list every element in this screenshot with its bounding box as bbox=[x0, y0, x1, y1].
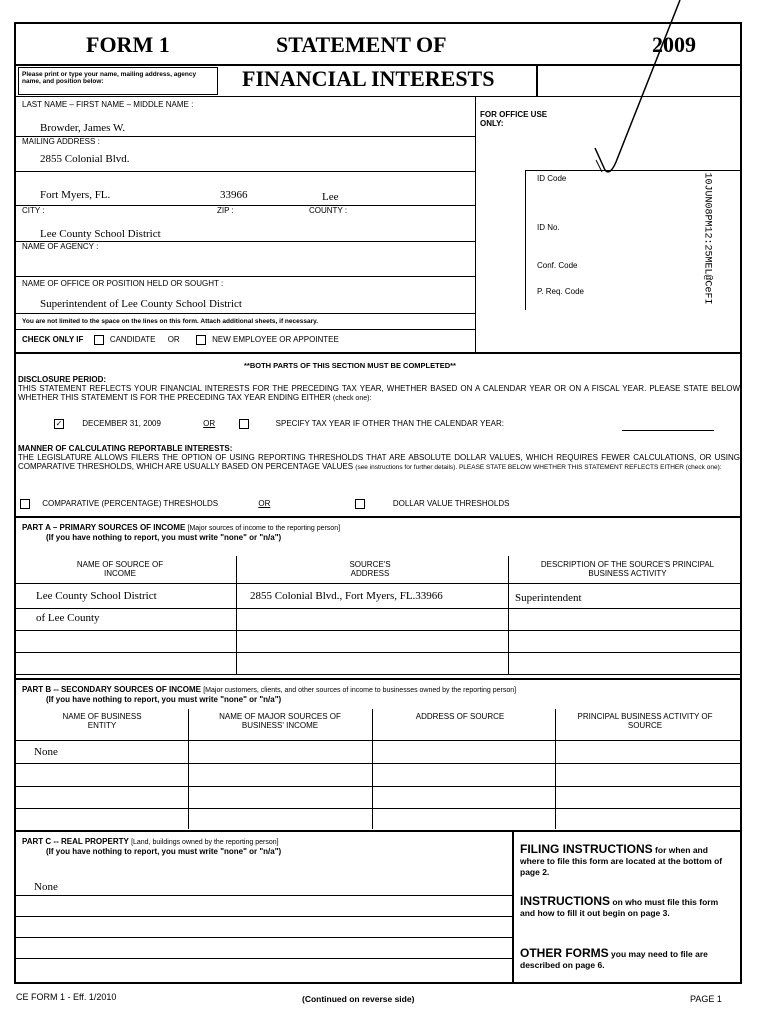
manner-note: (see instructions for further details). PLEASE STATE BELOW WHETHER THIS STATEMENT REFLECTS EITHER (check one): bbox=[355, 464, 722, 471]
name-label: LAST NAME – FIRST NAME – MIDDLE NAME : bbox=[22, 100, 194, 109]
id-no-label: ID No. bbox=[537, 223, 560, 232]
part-b-title: PART B -- SECONDARY SOURCES OF INCOME bbox=[22, 685, 201, 694]
part-a-divider bbox=[14, 516, 742, 518]
part-b-col-entity: NAME OF BUSINESS ENTITY bbox=[62, 712, 142, 730]
disclosure-title: DISCLOSURE PERIOD: bbox=[18, 375, 107, 384]
name-value[interactable]: Browder, James W. bbox=[40, 122, 126, 134]
p-req-code-label: P. Req. Code bbox=[537, 287, 584, 296]
period-or: OR bbox=[203, 419, 216, 429]
col-divider bbox=[372, 709, 373, 829]
specify-label: SPECIFY TAX YEAR IF OTHER THAN THE CALENDAR YEAR: bbox=[275, 419, 504, 429]
footer-right: PAGE 1 bbox=[690, 994, 722, 1004]
side-box-divider bbox=[512, 830, 514, 984]
agency-label: NAME OF AGENCY : bbox=[22, 242, 99, 251]
rule bbox=[14, 630, 742, 631]
part-b-title-row bbox=[22, 685, 516, 694]
dec31-label: DECEMBER 31, 2009 bbox=[82, 419, 161, 429]
col-divider bbox=[508, 556, 509, 674]
specify-line bbox=[622, 430, 714, 431]
part-c-row1[interactable]: None bbox=[34, 881, 58, 893]
instructions-title: INSTRUCTIONS bbox=[520, 894, 610, 908]
part-b-col-sources: NAME OF MAJOR SOURCES OF BUSINESS' INCOME bbox=[219, 712, 341, 730]
comparative-label: COMPARATIVE (PERCENTAGE) THRESHOLDS bbox=[42, 499, 219, 509]
other-forms-title: OTHER FORMS bbox=[520, 946, 609, 960]
office-use-divider bbox=[475, 96, 476, 352]
other-forms bbox=[520, 948, 730, 971]
footer-left: CE FORM 1 - Eff. 1/2010 bbox=[16, 992, 117, 1002]
part-a-title-note: [Major sources of income to the reporting person] bbox=[187, 525, 341, 532]
col-divider bbox=[555, 709, 556, 829]
rule bbox=[14, 674, 742, 675]
city-label: CITY : bbox=[22, 206, 45, 215]
filing-instructions bbox=[520, 844, 730, 878]
rule bbox=[14, 808, 742, 809]
year: 2009 bbox=[652, 32, 696, 57]
title-line-2: FINANCIAL INTERESTS bbox=[242, 66, 495, 91]
filing-text: for when and where to file this form are located at the bottom of page 2. bbox=[520, 845, 723, 877]
title-line-1: STATEMENT OF bbox=[276, 32, 447, 57]
id-code-label: ID Code bbox=[537, 174, 567, 183]
part-b-col-address: ADDRESS OF SOURCE bbox=[415, 712, 505, 721]
rule bbox=[14, 96, 742, 97]
footer-center: (Continued on reverse side) bbox=[302, 994, 415, 1004]
print-note: Please print or type your name, mailing address, agency name, and position below: bbox=[22, 71, 197, 85]
part-c-title-note: [Land, buildings owned by the reporting person] bbox=[131, 839, 279, 846]
dollar-label: DOLLAR VALUE THRESHOLDS bbox=[392, 499, 510, 509]
zip-label: ZIP : bbox=[217, 206, 234, 215]
part-a-row1-description[interactable]: Superintendent bbox=[515, 592, 582, 604]
part-a-col-description: DESCRIPTION OF THE SOURCE'S PRINCIPAL BUSINESS ACTIVITY bbox=[540, 560, 715, 578]
col-divider bbox=[236, 556, 237, 674]
part-a-title: PART A – PRIMARY SOURCES OF INCOME bbox=[22, 523, 186, 532]
rule bbox=[14, 895, 512, 896]
part-a-row1-address[interactable]: 2855 Colonial Blvd., Fort Myers, FL.33966 bbox=[250, 590, 443, 602]
space-note: You are not limited to the space on the lines on this form. Attach additional sheets, if necessary. bbox=[22, 318, 319, 325]
section-divider bbox=[14, 352, 742, 354]
manner-text bbox=[18, 453, 740, 472]
candidate-label: CANDIDATE bbox=[109, 335, 156, 345]
received-stamp: 10JUN08PM12:25MEL@CeFI bbox=[701, 172, 713, 305]
part-a-subtitle: (If you have nothing to report, you must write "none" or "n/a") bbox=[46, 533, 282, 542]
dollar-checkbox[interactable] bbox=[355, 499, 365, 509]
part-c-title-row bbox=[22, 837, 279, 846]
disclosure-body: THIS STATEMENT REFLECTS YOUR FINANCIAL INTERESTS FOR THE PRECEDING TAX YEAR, WHETHER BASED ON A CALENDAR YEAR OR ON A FISCAL YEAR. PLEASE STATE BELOW WHETHER THIS STATEMENT IS FOR THE PRECEDING TAX YEAR ENDING EITHER bbox=[18, 384, 740, 402]
period-row bbox=[54, 419, 504, 429]
comparative-checkbox[interactable] bbox=[20, 499, 30, 509]
threshold-or: OR bbox=[258, 499, 271, 509]
rule bbox=[14, 205, 475, 206]
mailing-value[interactable]: 2855 Colonial Blvd. bbox=[40, 153, 130, 165]
part-b-row1[interactable]: None bbox=[34, 746, 58, 758]
rule bbox=[14, 583, 742, 584]
mailing-label: MAILING ADDRESS : bbox=[22, 137, 100, 146]
rule bbox=[14, 313, 475, 314]
county-value[interactable]: Lee bbox=[322, 191, 339, 203]
disclosure-check-one: (check one): bbox=[332, 395, 372, 402]
or-label: OR bbox=[167, 335, 180, 345]
conf-code-label: Conf. Code bbox=[537, 261, 578, 270]
rule bbox=[14, 763, 742, 764]
part-b-title-note: [Major customers, clients, and other sources of income to businesses owned by the reporting person] bbox=[203, 687, 517, 694]
dec31-checkbox[interactable]: ✓ bbox=[55, 419, 63, 428]
part-a-col-address: SOURCE'S ADDRESS bbox=[349, 560, 391, 578]
rule bbox=[14, 608, 742, 609]
city-value[interactable]: Fort Myers, FL. bbox=[40, 189, 111, 201]
rule bbox=[14, 276, 475, 277]
part-b-col-activity: PRINCIPAL BUSINESS ACTIVITY OF SOURCE bbox=[577, 712, 713, 730]
new-employee-label: NEW EMPLOYEE OR APPOINTEE bbox=[212, 335, 339, 345]
rule bbox=[14, 786, 742, 787]
manner-body: THE LEGISLATURE ALLOWS FILERS THE OPTION OF USING REPORTING THRESHOLDS THAT ARE ABSOLUTE DOLLAR VALUES, WHICH REQUIRES FEWER CALCULATIONS, OR USING COMPARATIVE THRESHOLDS, WHICH ARE USUALLY BASED ON PERCENTAGE VALUES bbox=[18, 453, 740, 471]
disclosure-text bbox=[18, 384, 740, 403]
form-label: FORM 1 bbox=[86, 32, 170, 57]
rule bbox=[14, 652, 742, 653]
part-b-divider bbox=[14, 678, 742, 680]
rule bbox=[14, 958, 512, 959]
rule bbox=[14, 171, 475, 172]
col-divider bbox=[188, 709, 189, 829]
rule bbox=[14, 916, 512, 917]
instructions-text: on who must file this form and how to fill it out begin on page 3. bbox=[520, 897, 719, 918]
filing-title: FILING INSTRUCTIONS bbox=[520, 842, 653, 856]
part-b-subtitle: (If you have nothing to report, you must write "none" or "n/a") bbox=[46, 695, 282, 704]
instructions bbox=[520, 896, 730, 919]
manner-title: MANNER OF CALCULATING REPORTABLE INTERESTS: bbox=[18, 444, 233, 453]
part-c-subtitle: (If you have nothing to report, you must write "none" or "n/a") bbox=[46, 847, 282, 856]
part-c-title: PART C -- REAL PROPERTY bbox=[22, 837, 129, 846]
check-row bbox=[22, 335, 339, 345]
part-a-title-row bbox=[22, 523, 340, 532]
office-value[interactable]: Superintendent of Lee County School District bbox=[40, 298, 242, 310]
part-a-row1-name[interactable]: Lee County School District bbox=[36, 590, 157, 602]
threshold-row bbox=[20, 499, 509, 509]
part-a-row2-name[interactable]: of Lee County bbox=[36, 612, 100, 624]
part-c-divider bbox=[14, 830, 742, 832]
new-employee-checkbox[interactable] bbox=[196, 335, 206, 345]
rule bbox=[14, 740, 742, 741]
office-label: NAME OF OFFICE OR POSITION HELD OR SOUGHT : bbox=[22, 279, 224, 288]
both-parts-note: **BOTH PARTS OF THIS SECTION MUST BE COMPLETED** bbox=[244, 361, 456, 370]
other-forms-text: you may need to file are described on page 6. bbox=[520, 949, 708, 970]
agency-value[interactable]: Lee County School District bbox=[40, 228, 161, 240]
specify-checkbox[interactable] bbox=[239, 419, 249, 429]
office-use-title: FOR OFFICE USE ONLY: bbox=[480, 110, 548, 128]
candidate-checkbox[interactable] bbox=[94, 335, 104, 345]
part-a-col-name: NAME OF SOURCE OF INCOME bbox=[76, 560, 164, 578]
check-only-label: CHECK ONLY IF bbox=[22, 335, 84, 345]
rule bbox=[14, 329, 475, 330]
rule bbox=[14, 937, 512, 938]
zip-value[interactable]: 33966 bbox=[220, 189, 248, 201]
county-label: COUNTY : bbox=[309, 206, 348, 215]
